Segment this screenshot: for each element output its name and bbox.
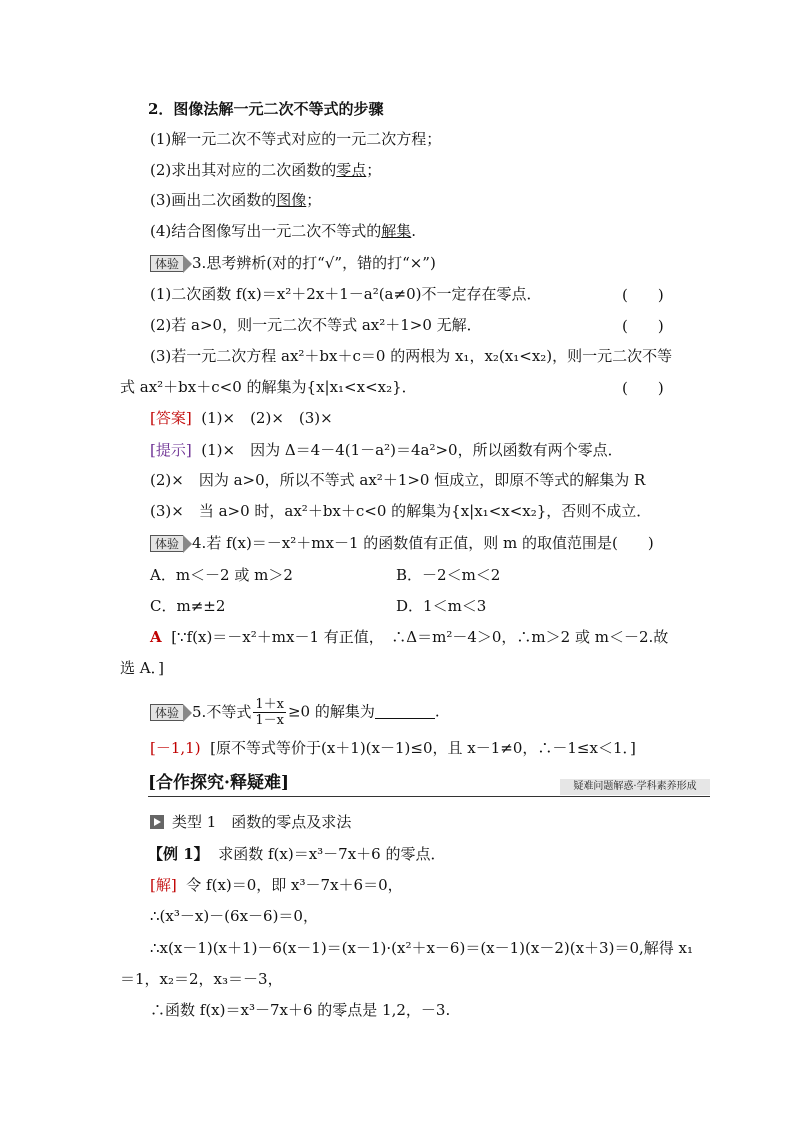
solution-3: ∴x(x－1)(x＋1)－6(x－1)＝(x－1)·(x²＋x－6)＝(x－1)(x－2)(x＋3)＝0,解得 x₁	[150, 939, 693, 957]
solution-4: ＝1，x₂＝2，x₃＝－3，	[120, 970, 283, 988]
exercise-4-title	[150, 533, 654, 553]
step-4-text: (4)结合图像写出一元二次不等式的	[150, 222, 382, 240]
section2-heading: 2．图像法解一元二次不等式的步骤	[148, 100, 384, 118]
answer-text: [－1,1)	[150, 739, 201, 757]
exercise-3-hint-1	[150, 440, 623, 460]
answer-blank	[375, 704, 435, 719]
option-b: B．－2＜m＜2	[396, 566, 501, 584]
exercise-4-explain	[150, 627, 668, 647]
section-title: [合作探究·释疑难]	[148, 773, 290, 793]
section-divider	[148, 796, 710, 797]
answer-paren: ( )	[622, 379, 664, 397]
step-4	[150, 221, 416, 241]
example-1	[148, 844, 446, 864]
exercise-tag: 体验	[150, 704, 183, 721]
exercise-4-text: 4.若 f(x)＝－x²＋mx－1 的函数值有正值，则 m 的取值范围是( )	[192, 534, 654, 552]
step-2-underlined: 零点	[336, 161, 367, 179]
solution-1	[150, 875, 403, 895]
exercise-5-title	[150, 697, 440, 728]
hint-text: (1)× 因为 Δ＝4－4(1－a²)＝4a²>0，所以函数有两个零点．	[201, 441, 623, 459]
exercise-3-q3-cont: 式 ax²＋bx＋c<0 的解集为{x|x₁<x<x₂}．	[120, 378, 417, 396]
exercise-3-title	[150, 253, 436, 273]
explain-text: [原不等式等价于(x＋1)(x－1)≤0，且 x－1≠0，∴－1≤x＜1．]	[210, 739, 636, 757]
answer-text: (1)× (2)× (3)×	[201, 409, 333, 427]
exercise-3-text: 3.思考辨析(对的打“√”，错的打“×”)	[192, 254, 436, 272]
exercise-5-text: 5.不等式	[192, 702, 252, 721]
option-d: D．1＜m＜3	[396, 597, 487, 615]
exercise-4-explain-cont: 选 A．]	[120, 659, 164, 677]
exercise-3-q3: (3)若一元二次方程 ax²＋bx＋c＝0 的两根为 x₁，x₂(x₁<x₂)，则一元二次不等	[150, 347, 673, 365]
exercise-5-explain	[150, 738, 636, 758]
answer-paren: ( )	[622, 286, 664, 304]
step-1: (1)解一元二次不等式对应的一元二次方程；	[150, 130, 442, 148]
option-a: A．m＜－2 或 m＞2	[150, 566, 293, 584]
step-3-text: (3)画出二次函数的	[150, 191, 277, 209]
option-c: C．m≠±2	[150, 597, 226, 615]
type-1-label: 类型 1 函数的零点及求法	[172, 813, 352, 831]
exercise-3-hint-2: (2)× 因为 a>0，所以不等式 ax²＋1>0 恒成立，即原不等式的解集为 R	[150, 471, 646, 489]
answer-letter: A	[150, 628, 162, 646]
example-label: 【例 1】	[148, 845, 209, 863]
step-4-underlined: 解集	[381, 222, 412, 240]
exercise-5-text-post: ≥0 的解集为	[287, 702, 375, 721]
step-2	[150, 160, 381, 180]
solution-2: ∴(x³－x)－(6x－6)＝0，	[150, 907, 318, 925]
step-2-text: (2)求出其对应的二次函数的	[150, 161, 337, 179]
exercise-tag: 体验	[150, 535, 183, 552]
answer-tag: [答案]	[150, 409, 192, 427]
exercise-3-answer	[150, 408, 333, 428]
fraction	[253, 697, 286, 728]
fraction-numerator: 1＋x	[255, 697, 284, 712]
example-text: 求函数 f(x)＝x³－7x＋6 的零点．	[218, 845, 446, 863]
exercise-tag: 体验	[150, 255, 183, 272]
solution-tag: [解]	[150, 876, 177, 894]
explain-text: [∵f(x)＝－x²＋mx－1 有正值， ∴Δ＝m²－4＞0，∴m＞2 或 m＜－2.故	[171, 628, 669, 646]
exercise-3-q2: (2)若 a>0，则一元二次不等式 ax²＋1>0 无解．	[150, 316, 482, 334]
solution-5: ∴函数 f(x)＝x³－7x＋6 的零点是 1,2，－3.	[150, 1001, 451, 1019]
answer-paren: ( )	[622, 317, 664, 335]
step-3	[150, 190, 321, 210]
step-3-underlined: 图像	[276, 191, 307, 209]
section-tagline: 疑难问题解惑·学科素养形成	[560, 779, 710, 795]
step-3-end: ；	[306, 191, 322, 209]
solution-text: 令 f(x)＝0，即 x³－7x＋6＝0，	[186, 876, 403, 894]
play-icon	[150, 815, 164, 829]
exercise-3-q1: (1)二次函数 f(x)＝x²＋2x＋1－a²(a≠0)不一定存在零点．	[150, 285, 542, 303]
exercise-3-hint-3: (3)× 当 a>0 时，ax²＋bx＋c<0 的解集为{x|x₁<x<x₂}，否则不成立．	[150, 502, 652, 520]
step-2-end: ；	[366, 161, 382, 179]
exercise-5-end: .	[434, 702, 440, 721]
type-1-heading	[150, 812, 351, 832]
step-4-end: .	[411, 222, 417, 240]
fraction-denominator: 1－x	[255, 713, 284, 728]
hint-tag: [提示]	[150, 441, 192, 459]
